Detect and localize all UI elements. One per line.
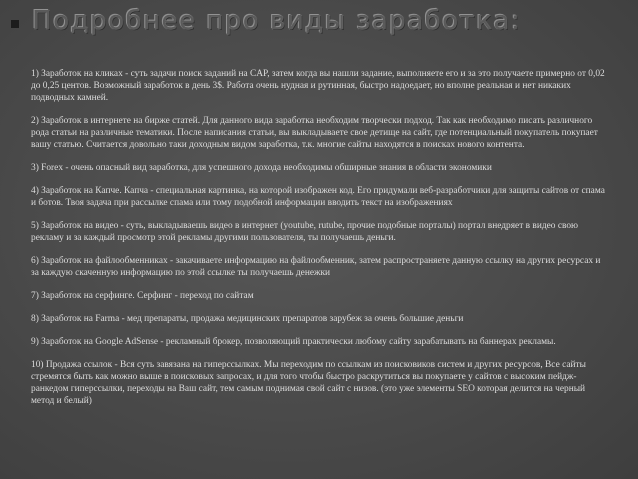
paragraph-farma: 8) Заработок на Farma - мед препараты, продажа медицинских препаратов зарубеж за очень большие деньги [31,314,464,324]
paragraph-video: 5) Заработок на видео - суть, выкладываешь видео в интернет (youtube, rutube, прочие подобные порталы) портал внедряет в видео свою рекламу и за каждый просмотр этой рекламы другими пользователя, ты получаешь деньги. [31,221,579,243]
paragraph-forex: 3) Forex - очень опасный вид заработка, для успешного дохода необходимы обширные знания в области экономики [31,163,492,173]
paragraph-clicks: 1) Заработок на кликах - суть задачи поиск заданий на CAP, затем когда вы нашли задание, выполняете его и за это получаете примерно от 0,02 до 0,25 центов. Возможный заработок в день 3$. Работа очень нудная и рутинная, быстро надоедает, но вполне реальная и нет никаких подводных камней. [31,69,605,103]
title-bullet-square [11,20,19,28]
slide-body [31,68,609,418]
slide-title: Подробнее про виды заработка: [32,6,521,36]
paragraph-surfing: 7) Заработок на серфинге. Серфинг - переход по сайтам [31,291,254,301]
paragraph-links: 10) Продажа ссылок - Вся суть завязана на гиперссылках. Мы переходим по ссылкам из поисковиков систем и других ресурсов, Все сайты стремятся быть как можно выше в поисковых запросах, и для того чтобы быстро раскрутиться вы покупаете у сайтов с высоким пейдж-ранкедом гиперссылки, переходы на Ваш сайт, тем самым поднимая свой сайт с низов. (это уже элементы SEO которая делится на черный метод и белый) [31,360,586,406]
paragraph-adsense: 9) Заработок на Google AdSense - рекламный брокер, позволяющий практически любому сайту зарабатывать на баннерах рекламы. [31,337,556,347]
paragraph-captcha: 4) Заработок на Капче. Капча - специальная картинка, на которой изображен код. Его придумали веб-разработчики для защиты сайтов от спама и ботов. Твоя задача при рассылке спама или тому подобной информации вводить текст на изображениях [31,186,605,208]
paragraph-file-hosting: 6) Заработок на файлообменниках - закачиваете информацию на файлообменник, затем распространяете данную ссылку на других ресурсах и за каждую скаченную информацию по этой ссылке ты получаешь денежки [31,256,601,278]
paragraph-articles: 2) Заработок в интернете на бирже статей. Для данного вида заработка необходим творчески подход. Так как необходимо писать различного рода статьи на различные тематики. После написания статьи, вы выкладываете свое детище на сайт, где потенциальный покупатель покупает вашу статью. Считается довольно таки доходным видом заработка, т.к. многие сайты находятся в поисках нового контента. [31,116,598,150]
